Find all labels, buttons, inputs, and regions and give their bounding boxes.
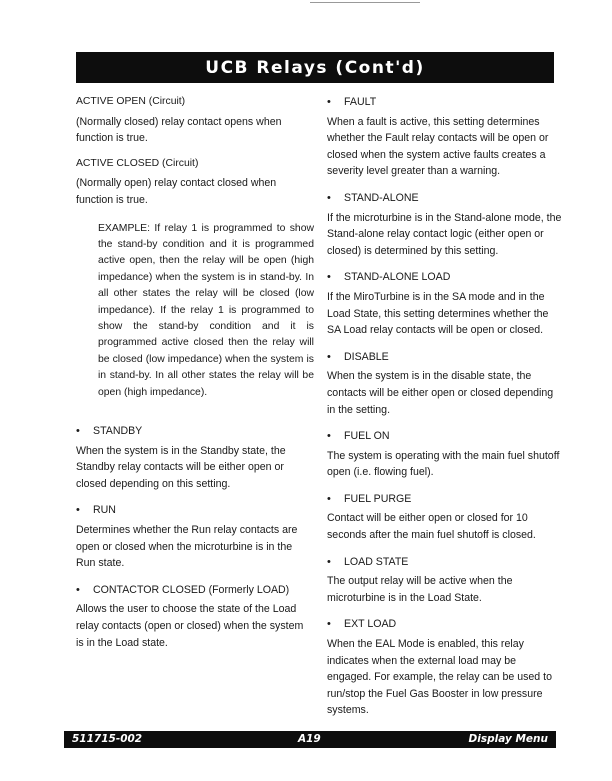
section-ext-load bbox=[327, 616, 563, 719]
bullet-item bbox=[327, 94, 563, 111]
bullet-item bbox=[327, 428, 563, 445]
section-title-bar bbox=[76, 52, 554, 83]
section-title: STAND-ALONE bbox=[344, 191, 419, 204]
example-paragraph: EXAMPLE: If relay 1 is programmed to show the stand-by condition and it is programmed active open, then the relay will be open (high impedance) when the system is in stand-by. In all other states the relay will be closed (low impedance). If the relay 1 is programmed to show the stand-by condition and it is programmed active closed then the relay will be closed (low impedance) when the system is in stand-by. In all other states the relay will be open (high impedance). bbox=[98, 222, 314, 398]
section-text: Contact will be either open or closed for 10 seconds after the main fuel shutoff is closed. bbox=[327, 512, 536, 542]
section-title: CONTACTOR CLOSED (Formerly LOAD) bbox=[93, 583, 290, 596]
bullet-item bbox=[327, 554, 563, 571]
section-title: EXT LOAD bbox=[344, 618, 397, 631]
bullet-dot-icon: • bbox=[76, 425, 80, 438]
bullet-dot-icon: • bbox=[327, 96, 331, 108]
bullet-item bbox=[327, 269, 563, 286]
right-column bbox=[327, 94, 563, 729]
page-number: A19 bbox=[298, 733, 321, 745]
active-closed-text: (Normally open) relay contact closed when function is true. bbox=[76, 177, 277, 206]
bullet-dot-icon: • bbox=[327, 430, 331, 443]
section-standby bbox=[76, 423, 312, 492]
document-number: 511715-002 bbox=[72, 733, 143, 745]
bullet-item bbox=[327, 491, 563, 508]
section-text: When the system is in the disable state, the contacts will be either open or closed depending in the setting. bbox=[327, 370, 554, 416]
bullet-dot-icon: • bbox=[327, 555, 331, 568]
section-title: LOAD STATE bbox=[344, 555, 409, 568]
bullet-item bbox=[76, 502, 312, 519]
section-text: When the EAL Mode is enabled, this relay indicates when the external load may be engaged. For example, the relay can be used to run/stop the Fuel Gas Booster in low pressure systems. bbox=[327, 638, 552, 717]
active-closed-heading: ACTIVE CLOSED (Circuit) bbox=[76, 157, 199, 169]
bullet-dot-icon: • bbox=[327, 271, 331, 284]
active-open-text: (Normally closed) relay contact opens when function is true. bbox=[76, 115, 282, 145]
bullet-item bbox=[327, 349, 563, 366]
bullet-item bbox=[327, 616, 563, 633]
section-run bbox=[76, 502, 312, 571]
section-title: RUN bbox=[93, 504, 116, 517]
bullet-item bbox=[76, 582, 312, 599]
footer-bar bbox=[64, 731, 556, 748]
section-text: When a fault is active, this setting determines whether the Fault relay contacts will be open or closed when the system active faults creates a severity level greater than a warning. bbox=[327, 115, 549, 178]
page-title: UCB Relays (Cont'd) bbox=[205, 57, 425, 78]
section-title: DISABLE bbox=[344, 350, 389, 363]
bullet-dot-icon: • bbox=[327, 350, 331, 363]
bullet-dot-icon: • bbox=[327, 492, 331, 505]
section-fuel-on bbox=[327, 428, 563, 481]
section-text: Determines whether the Run relay contacts are open or closed when the microturbine is in the Run state. bbox=[76, 524, 298, 570]
section-stand-alone-load bbox=[327, 269, 563, 338]
section-fuel-purge bbox=[327, 491, 563, 544]
section-text: The system is operating with the main fuel shutoff open (i.e. flowing fuel). bbox=[327, 449, 560, 479]
section-text: When the system is in the Standby state, the Standby relay contacts will be either open or closed depending on this setting. bbox=[76, 444, 286, 490]
active-open-heading: ACTIVE OPEN (Circuit) bbox=[76, 96, 186, 107]
bullet-dot-icon: • bbox=[76, 583, 80, 596]
section-text: If the MiroTurbine is in the SA mode and in the Load State, this setting determines whether the SA Load relay contacts will be open or closed. bbox=[327, 290, 549, 337]
top-rule bbox=[310, 2, 420, 3]
section-title: STANDBY bbox=[93, 425, 143, 438]
section-load-state bbox=[327, 554, 563, 607]
section-stand-alone bbox=[327, 190, 563, 259]
section-title: FAULT bbox=[344, 96, 377, 108]
section-title: FUEL ON bbox=[344, 430, 390, 443]
section-fault bbox=[327, 94, 563, 180]
bullet-dot-icon: • bbox=[327, 618, 331, 631]
section-title: FUEL PURGE bbox=[344, 492, 412, 505]
bullet-dot-icon: • bbox=[76, 504, 80, 517]
section-contactor-closed bbox=[76, 582, 312, 651]
section-text: The output relay will be active when the microturbine is in the Load State. bbox=[327, 575, 513, 604]
left-column bbox=[76, 94, 312, 661]
bullet-item bbox=[76, 423, 312, 440]
bullet-dot-icon: • bbox=[327, 191, 331, 204]
section-disable bbox=[327, 349, 563, 418]
section-text: If the microturbine is in the Stand-alone mode, the Stand-alone relay contact logic (either open or closed) is determined by this setting. bbox=[327, 211, 562, 257]
section-title: STAND-ALONE LOAD bbox=[344, 271, 451, 284]
section-name: Display Menu bbox=[468, 733, 548, 745]
section-text: Allows the user to choose the state of the Load relay contacts (open or closed) when the system is in the Load state. bbox=[76, 603, 304, 649]
bullet-item bbox=[327, 190, 563, 207]
